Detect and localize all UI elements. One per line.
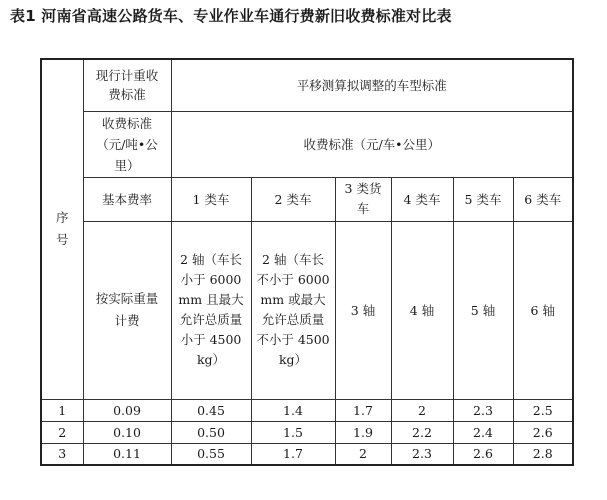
current-standard-header: 现行计重收费标准 — [83, 59, 171, 111]
desc-weight-based: 按实际重量计费 — [83, 221, 171, 399]
header-row-1 — [41, 59, 573, 111]
class-4-cell: 2.2 — [391, 421, 453, 443]
class-2-cell: 1.4 — [251, 399, 335, 421]
class-3-cell: 2 — [335, 443, 391, 465]
class-2-cell: 1.7 — [251, 443, 335, 465]
seq-header: 序号 — [41, 59, 83, 399]
row-no: 1 — [41, 399, 83, 421]
desc-class-3: 3 轴 — [335, 221, 391, 399]
unit-right-header: 收费标准（元/车•公里） — [171, 111, 573, 177]
class-3-cell: 1.9 — [335, 421, 391, 443]
class-5-header: 5 类车 — [453, 177, 513, 221]
desc-class-2: 2 轴（车长不小于 6000mm 或最大允许总质量不小于 4500kg） — [251, 221, 335, 399]
class-4-cell: 2 — [391, 399, 453, 421]
base-rate-cell: 0.11 — [83, 443, 171, 465]
fee-comparison-table — [40, 58, 574, 466]
class-5-cell: 2.3 — [453, 399, 513, 421]
desc-class-6: 6 轴 — [513, 221, 573, 399]
table-row — [41, 421, 573, 443]
base-rate-header: 基本费率 — [83, 177, 171, 221]
desc-class-5: 5 轴 — [453, 221, 513, 399]
class-2-header: 2 类车 — [251, 177, 335, 221]
class-3-cell: 1.7 — [335, 399, 391, 421]
shift-standard-header: 平移测算拟调整的车型标准 — [171, 59, 573, 111]
axle-description-row — [41, 221, 573, 399]
unit-left-header: 收费标准（元/吨•公里） — [83, 111, 171, 177]
class-6-cell: 2.6 — [513, 421, 573, 443]
table-row — [41, 399, 573, 421]
class-6-cell: 2.8 — [513, 443, 573, 465]
class-2-cell: 1.5 — [251, 421, 335, 443]
row-no: 2 — [41, 421, 83, 443]
class-4-cell: 2.3 — [391, 443, 453, 465]
class-1-cell: 0.55 — [171, 443, 251, 465]
class-6-header: 6 类车 — [513, 177, 573, 221]
table-title: 表1 河南省高速公路货车、专业作业车通行费新旧收费标准对比表 — [10, 7, 452, 25]
class-4-header: 4 类车 — [391, 177, 453, 221]
class-5-cell: 2.4 — [453, 421, 513, 443]
desc-class-4: 4 轴 — [391, 221, 453, 399]
class-6-cell: 2.5 — [513, 399, 573, 421]
table-row — [41, 443, 573, 465]
header-row-3 — [41, 177, 573, 221]
class-1-header: 1 类车 — [171, 177, 251, 221]
base-rate-cell: 0.10 — [83, 421, 171, 443]
base-rate-cell: 0.09 — [83, 399, 171, 421]
class-1-cell: 0.50 — [171, 421, 251, 443]
desc-class-1: 2 轴（车长小于 6000mm 且最大允许总质量小于 4500kg） — [171, 221, 251, 399]
header-row-2 — [41, 111, 573, 177]
class-3-header: 3 类货车 — [335, 177, 391, 221]
class-1-cell: 0.45 — [171, 399, 251, 421]
row-no: 3 — [41, 443, 83, 465]
class-5-cell: 2.6 — [453, 443, 513, 465]
